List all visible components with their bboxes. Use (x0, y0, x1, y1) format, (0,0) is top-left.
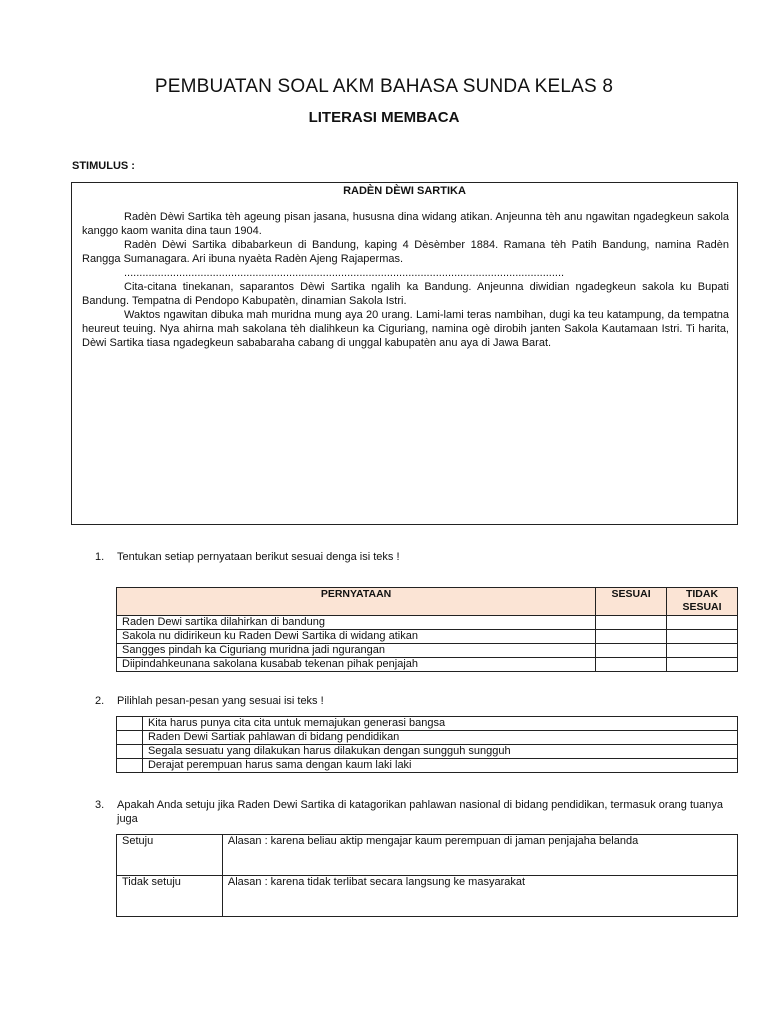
option-text: Kita harus punya cita cita untuk memajukan generasi bangsa (142, 717, 737, 731)
option-table (116, 716, 738, 773)
option-text: Segala sesuatu yang dilakukan harus dilakukan dengan sungguh sungguh (142, 745, 737, 759)
table-row (117, 616, 738, 630)
option-row (117, 745, 738, 759)
sesuai-checkbox-cell[interactable] (596, 658, 667, 672)
statement-cell: Diipindahkeunana sakolana kusabab tekenan pihak penjajah (117, 658, 596, 672)
answer-choice: Setuju (117, 835, 223, 876)
option-row (117, 717, 738, 731)
sesuai-checkbox-cell[interactable] (596, 644, 667, 658)
stimulus-text (82, 210, 729, 350)
question-text: Pilihlah pesan-pesan yang sesuai isi teks ! (117, 695, 324, 707)
statement-cell: Sangges pindah ka Ciguriang muridna jadi ngurangan (117, 644, 596, 658)
stimulus-paragraph: Waktos ngawitan dibuka mah muridna mung aya 20 urang. Lami-lami teras nambihan, dugi ka teu katampung, da tempatna heureut teuing. Nya ahirna mah sakolana tèh dialihkeun ka Ciguriang, namina ogè dirobih janten Sakola Kautamaan Istri. Ti harita, Dèwi Sartika tiasa ngadegkeun sababaraha cabang di unggal kabupatèn anu aya di Jawa Barat. (82, 309, 729, 349)
stimulus-paragraph: Radèn Dèwi Sartika tèh ageung pisan jasana, hususna dina widang atikan. Anjeunna tèh anu ngawitan ngadegkeun sakola kanggo kaom wanita dina taun 1904. (82, 211, 729, 237)
option-text: Raden Dewi Sartiak pahlawan di bidang pendidikan (142, 731, 737, 745)
table-row (117, 644, 738, 658)
answer-row (117, 835, 738, 876)
question-text: Apakah Anda setuju jika Raden Dewi Sartika di katagorikan pahlawan nasional di bidang pendidikan, termasuk orang tuanya juga (117, 799, 724, 825)
answer-reason: Alasan : karena beliau aktip mengajar kaum perempuan di jaman penjajaha belanda (222, 835, 737, 876)
stimulus-paragraph: Radèn Dèwi Sartika dibabarkeun di Bandung, kaping 4 Dèsèmber 1884. Ramana tèh Patih Bandung, namina Radèn Rangga Sumanagara. Ari ibuna nyaèta Radèn Ajeng Rajapermas. (82, 239, 729, 265)
tidak-sesuai-checkbox-cell[interactable] (667, 658, 738, 672)
header-pernyataan: PERNYATAAN (117, 588, 596, 616)
option-checkbox-cell[interactable] (117, 745, 143, 759)
stimulus-paragraph: ................................................................................................................................................ (124, 267, 565, 279)
option-checkbox-cell[interactable] (117, 717, 143, 731)
page-subtitle: LITERASI MEMBACA (308, 109, 460, 126)
stimulus-title: RADÈN DÈWI SARTIKA (343, 185, 466, 197)
stimulus-paragraph: Cita-citana tinekanan, saparantos Dèwi Sartika ngalih ka Bandung. Anjeunna diwidian ngadegkeun sakola ku Bupati Bandung. Tempatna di Pendopo Kabupatèn, dinamian Sakola Istri. (82, 281, 729, 307)
answer-table (116, 834, 738, 917)
option-checkbox-cell[interactable] (117, 731, 143, 745)
header-sesuai: SESUAI (596, 588, 667, 616)
page-title: PEMBUATAN SOAL AKM BAHASA SUNDA KELAS 8 (154, 76, 614, 97)
tidak-sesuai-checkbox-cell[interactable] (667, 644, 738, 658)
answer-row (117, 876, 738, 917)
question-number: 3. (95, 799, 105, 811)
question-number: 1. (95, 551, 105, 563)
table-row (117, 630, 738, 644)
question-number: 2. (95, 695, 105, 707)
table-row (117, 658, 738, 672)
tidak-sesuai-checkbox-cell[interactable] (667, 616, 738, 630)
option-text: Derajat perempuan harus sama dengan kaum laki laki (142, 759, 737, 773)
table-header-row (117, 588, 738, 616)
option-checkbox-cell[interactable] (117, 759, 143, 773)
statement-table (116, 587, 738, 672)
tidak-sesuai-checkbox-cell[interactable] (667, 630, 738, 644)
answer-choice: Tidak setuju (117, 876, 223, 917)
stimulus-label: STIMULUS : (72, 160, 135, 172)
statement-cell: Sakola nu didirikeun ku Raden Dewi Sartika di widang atikan (117, 630, 596, 644)
question-text: Tentukan setiap pernyataan berikut sesuai denga isi teks ! (117, 551, 400, 563)
sesuai-checkbox-cell[interactable] (596, 630, 667, 644)
statement-cell: Raden Dewi sartika dilahirkan di bandung (117, 616, 596, 630)
answer-reason: Alasan : karena tidak terlibat secara langsung ke masyarakat (222, 876, 737, 917)
option-row (117, 759, 738, 773)
stimulus-box (71, 182, 738, 525)
sesuai-checkbox-cell[interactable] (596, 616, 667, 630)
option-row (117, 731, 738, 745)
header-tidak-sesuai: TIDAK SESUAI (667, 588, 738, 616)
